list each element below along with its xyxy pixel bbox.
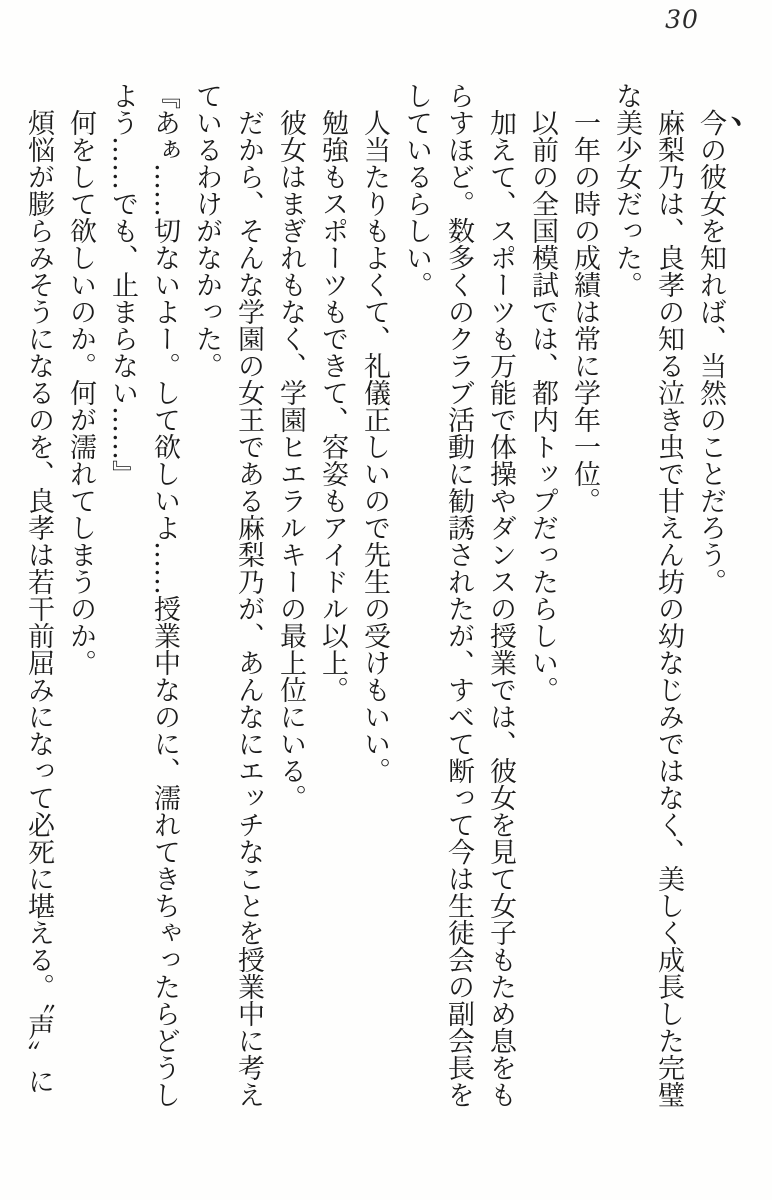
text-run: 麻梨乃は、良孝の知る泣き虫で甘えん坊の幼なじみではなく、美しく成長した完璧 [653,109,684,1108]
text-run: だから、そんな学園の女王である麻梨乃が、あんなにエッチなことを授業中に考え [233,109,264,1108]
paragraph [101,82,185,1127]
paragraph [311,82,353,1127]
text-run: よう……でも、止まらない……』 [107,82,138,487]
paragraph [353,82,395,1127]
paragraph [395,82,521,1127]
paragraph [605,82,689,1127]
text-run: 以前の全国模試では、都内トップだったらしい。 [527,109,558,703]
paragraph [17,82,59,1127]
text-run: 彼女はまぎれもなく、学園ヒエラルキーの最上位にいる。 [275,109,306,811]
page-number: 30 [665,5,699,34]
text-run: 何をして欲しいのか。何が濡れてしまうのか。 [65,109,96,676]
paragraph [59,82,101,1127]
body-text [23,82,746,1127]
text-run: 勉強もスポーツもできて、容姿もアイドル以上。 [317,109,348,703]
text-run: 加えて、スポーツも万能で体操やダンスの授業では、彼女を見て女子もため息をも [485,109,516,1108]
paragraph [521,82,563,1127]
emphasized-text: 今 [695,109,726,136]
text-run: らすほど。数多くのクラブ活動に勧誘されたが、すべて断って今は生徒会の副会長を [443,82,474,1108]
text-run: しているらしい。 [401,82,432,298]
text-run: の彼女を知れば、当然のことだろう。 [695,136,726,595]
text-run: 人当たりもよくて、礼儀正しいので先生の受けもいい。 [359,109,390,784]
text-run: な美少女だった。 [611,82,642,298]
paragraph [689,82,746,1127]
text-run: 一年の時の成績は常に学年一位。 [569,109,600,514]
text-run: 『あぁ……切ないよー。して欲しいよ……授業中なのに、濡れてきちゃったらどうし [149,82,180,1108]
paragraph [269,82,311,1127]
text-run: ているわけがなかった。 [191,82,222,379]
paragraph [563,82,605,1127]
paragraph [185,82,269,1127]
text-run: 煩悩が膨らみそうになるのを、良孝は若干前屈みになって必死に堪える。〝声〟に [23,109,54,1095]
